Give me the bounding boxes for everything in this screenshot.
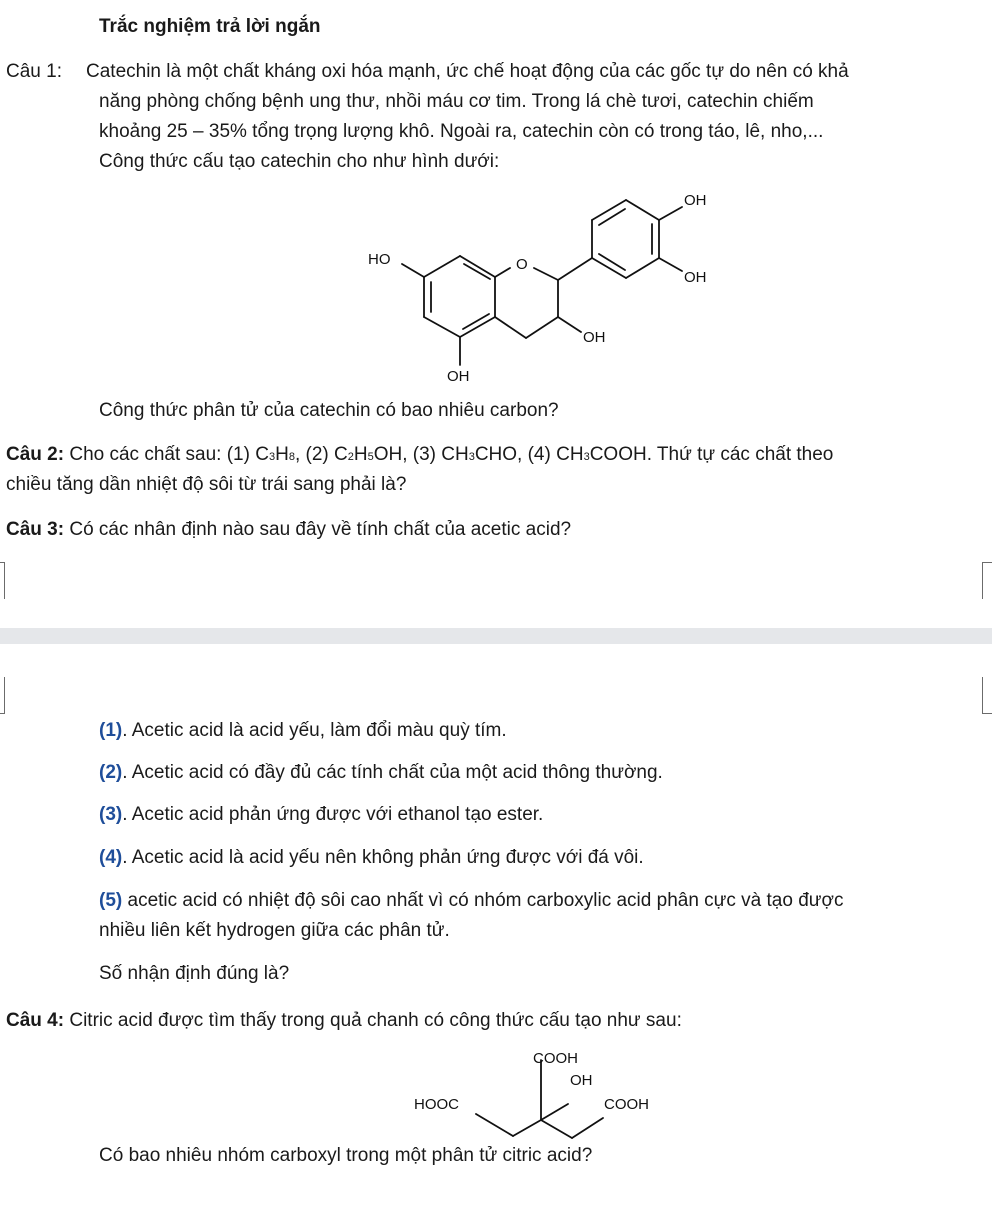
q1-line-1: Catechin là một chất kháng oxi hóa mạnh, ức chế hoạt động của các gốc tự do nên có khả <box>86 61 849 82</box>
q1-line-4: Công thức cấu tạo catechin cho như hình dưới: <box>99 151 500 172</box>
q3-statement-3: (3). Acetic acid phản ứng được với ethanol tạo ester. <box>99 804 544 825</box>
q3-statement-5: (5) acetic acid có nhiệt độ sôi cao nhất vì có nhóm carboxylic acid phân cực và tạo được <box>99 890 844 911</box>
citric-cooh-top-label: COOH <box>533 1050 578 1067</box>
q3-prompt: Câu 3: Có các nhân định nào sau đây về tính chất của acetic acid? <box>6 519 572 540</box>
page-edge-right-top <box>982 562 992 599</box>
q2-line-1: Câu 2: Cho các chất sau: (1) C3H8, (2) C2H5OH, (3) CH3CHO, (4) CH3COOH. Thứ tự các chất theo <box>6 444 834 465</box>
catechin-oh-ring-label: OH <box>583 329 606 346</box>
q3-statement-5-cont: nhiều liên kết hydrogen giữa các phân tử. <box>99 920 450 941</box>
citric-cooh-right-label: COOH <box>604 1096 649 1113</box>
q3-statement-4: (4). Acetic acid là acid yếu nên không phản ứng được với đá vôi. <box>99 847 644 868</box>
page-edge-left-top <box>0 562 5 599</box>
catechin-ho-label: HO <box>368 251 391 268</box>
q3-statement-2: (2). Acetic acid có đầy đủ các tính chất của một acid thông thường. <box>99 762 663 783</box>
q3-question: Số nhận định đúng là? <box>99 963 290 984</box>
q3-label: Câu 3: <box>6 519 65 540</box>
citric-hooc-label: HOOC <box>414 1096 459 1113</box>
q1-question: Công thức phân tử của catechin có bao nhiêu carbon? <box>99 400 559 421</box>
q2-line-2: chiều tăng dần nhiệt độ sôi từ trái sang phải là? <box>6 474 407 495</box>
catechin-oh-bottom-label: OH <box>447 368 470 385</box>
q1-label: Câu 1: <box>6 61 62 82</box>
q3-statement-1: (1). Acetic acid là acid yếu, làm đổi màu quỳ tím. <box>99 720 507 741</box>
page-edge-left-bottom <box>0 677 5 714</box>
catechin-oh-top-label: OH <box>684 192 707 209</box>
page-edge-right-bottom <box>982 677 992 714</box>
q2-label: Câu 2: <box>6 444 65 465</box>
catechin-oh-right-label: OH <box>684 269 707 286</box>
q4-label: Câu 4: <box>6 1010 65 1031</box>
q4-question: Có bao nhiêu nhóm carboxyl trong một phân tử citric acid? <box>99 1145 593 1166</box>
q1-line-3: khoảng 25 – 35% tổng trọng lượng khô. Ngoài ra, catechin còn có trong táo, lê, nho,... <box>99 121 824 142</box>
catechin-o-label: O <box>516 256 528 273</box>
section-heading: Trắc nghiệm trả lời ngắn <box>99 16 321 37</box>
page-divider <box>0 628 992 644</box>
citric-acid-structure <box>400 1040 680 1140</box>
q1-line-2: năng phòng chống bệnh ung thư, nhồi máu cơ tim. Trong lá chè tươi, catechin chiếm <box>99 91 814 112</box>
catechin-structure <box>340 180 740 390</box>
citric-oh-label: OH <box>570 1072 593 1089</box>
q4-prompt: Câu 4: Citric acid được tìm thấy trong quả chanh có công thức cấu tạo như sau: <box>6 1010 682 1031</box>
